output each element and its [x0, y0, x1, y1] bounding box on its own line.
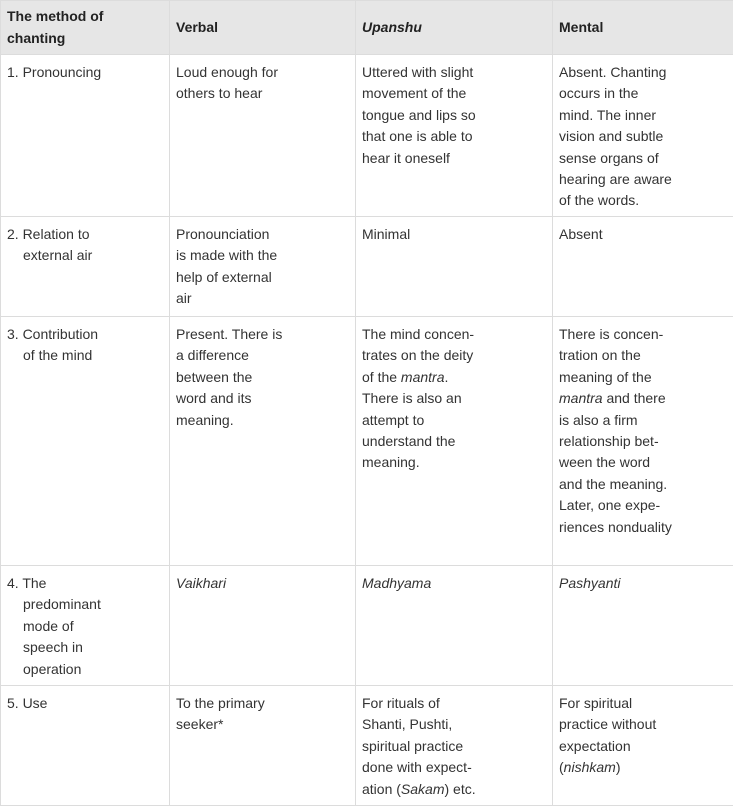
aspect-cell: 4. The predominant mode of speech in operation	[1, 566, 170, 686]
table-row	[1, 566, 733, 686]
upanshu-cell	[356, 686, 553, 806]
mental-text: For spiritual practice without expectation (	[559, 695, 657, 776]
upanshu-cell: Minimal	[356, 217, 553, 317]
table-row	[1, 217, 733, 317]
mental-cell: Absent. Chanting occurs in the mind. The inner vision and subtle sense organs of hearing are aware of the words.	[553, 55, 733, 217]
verbal-cell: Loud enough for others to hear	[170, 55, 356, 217]
upanshu-text: ) etc.	[444, 780, 476, 797]
table-row	[1, 686, 733, 806]
verbal-cell: Present. There is a difference between the word and its meaning.	[170, 317, 356, 566]
mental-cell: Absent	[553, 217, 733, 317]
mental-cell: Pashyanti	[553, 566, 733, 686]
header-method: The method of chanting	[1, 1, 170, 55]
upanshu-cell	[356, 317, 553, 566]
aspect-cell: 3. Contribution of the mind	[1, 317, 170, 566]
header-upanshu: Upanshu	[356, 1, 553, 55]
upanshu-text: The mind concen- trates on the deity of the	[362, 326, 475, 385]
upanshu-cell: Uttered with slight movement of the tongue and lips so that one is able to hear it oneself	[356, 55, 553, 217]
mantra-term: mantra	[559, 390, 603, 407]
mental-cell	[553, 686, 733, 806]
verbal-cell: To the primary seeker*	[170, 686, 356, 806]
table-row	[1, 55, 733, 217]
mental-text: and there is also a firm relationship bet- ween the word and the meaning. Later, one expe- riences nonduality	[559, 390, 672, 535]
mental-cell	[553, 317, 733, 566]
header-row	[1, 1, 733, 55]
header-mental: Mental	[553, 1, 733, 55]
verbal-cell: Pronounciation is made with the help of external air	[170, 217, 356, 317]
aspect-cell: 1. Pronouncing	[1, 55, 170, 217]
mental-text: There is concen- tration on the meaning of the	[559, 326, 664, 385]
aspect-cell: 5. Use	[1, 686, 170, 806]
upanshu-text: For rituals of Shanti, Pushti, spiritual practice done with expect- ation (	[362, 695, 472, 797]
header-verbal: Verbal	[170, 1, 356, 55]
verbal-cell: Vaikhari	[170, 566, 356, 686]
mantra-term: mantra	[400, 368, 445, 385]
mental-text: )	[615, 759, 621, 776]
aspect-cell: 2. Relation to external air	[1, 217, 170, 317]
sakam-term: Sakam	[400, 780, 445, 797]
upanshu-cell: Madhyama	[356, 566, 553, 686]
upanshu-text: . There is also an attempt to understand the meaning.	[362, 368, 462, 471]
table-row	[1, 317, 733, 566]
nishkam-term: nishkam	[563, 759, 616, 776]
